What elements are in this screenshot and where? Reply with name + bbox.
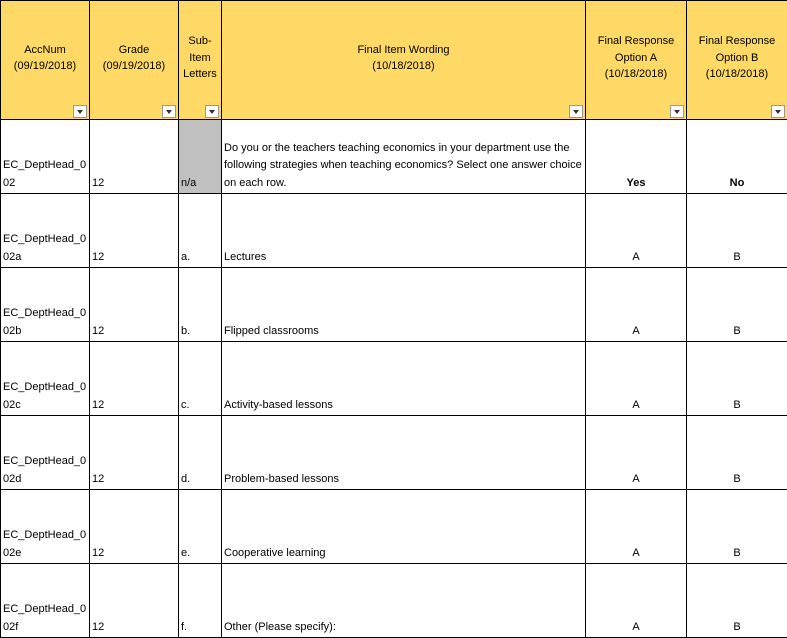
cell-accnum[interactable]: EC_DeptHead_002c (1, 342, 90, 416)
cell-option-a[interactable]: A (586, 268, 687, 342)
cell-sub-item[interactable]: d. (179, 416, 222, 490)
filter-dropdown-icon[interactable] (771, 105, 785, 118)
filter-dropdown-icon[interactable] (205, 105, 219, 118)
cell-sub-item[interactable]: a. (179, 194, 222, 268)
cell-sub-item[interactable]: f. (179, 564, 222, 638)
header-label: Grade (119, 44, 150, 56)
filter-dropdown-icon[interactable] (670, 105, 684, 118)
header-label: Final Item Wording (357, 44, 449, 56)
table-row (1, 564, 787, 638)
cell-option-a[interactable]: A (586, 342, 687, 416)
cell-option-a[interactable]: A (586, 564, 687, 638)
cell-option-a[interactable]: A (586, 490, 687, 564)
header-date: (10/18/2018) (706, 68, 768, 80)
cell-sub-item[interactable]: e. (179, 490, 222, 564)
header-label: Final Response Option B (699, 35, 775, 64)
header-date: (10/18/2018) (605, 68, 667, 80)
cell-option-a[interactable]: A (586, 194, 687, 268)
cell-grade[interactable]: 12 (90, 564, 179, 638)
header-date: (09/19/2018) (103, 60, 165, 72)
cell-item-wording[interactable]: Other (Please specify): (222, 564, 586, 638)
cell-grade[interactable]: 12 (90, 268, 179, 342)
cell-accnum[interactable]: EC_DeptHead_002a (1, 194, 90, 268)
table-row (1, 120, 787, 194)
table-row (1, 416, 787, 490)
header-grade[interactable] (90, 1, 179, 120)
cell-item-wording[interactable]: Problem-based lessons (222, 416, 586, 490)
cell-accnum[interactable]: EC_DeptHead_002f (1, 564, 90, 638)
header-label: Final Response Option A (598, 35, 674, 64)
header-final-item-wording[interactable] (222, 1, 586, 120)
table-row (1, 268, 787, 342)
cell-grade[interactable]: 12 (90, 120, 179, 194)
header-date: (09/19/2018) (14, 60, 76, 72)
header-sub-item-letters[interactable] (179, 1, 222, 120)
cell-grade[interactable]: 12 (90, 342, 179, 416)
cell-accnum[interactable]: EC_DeptHead_002 (1, 120, 90, 194)
table-row (1, 342, 787, 416)
cell-sub-item[interactable]: c. (179, 342, 222, 416)
cell-option-b[interactable]: B (687, 268, 787, 342)
header-row (1, 1, 787, 120)
filter-dropdown-icon[interactable] (73, 105, 87, 118)
cell-item-wording[interactable]: Flipped classrooms (222, 268, 586, 342)
cell-option-b[interactable]: B (687, 416, 787, 490)
header-label: AccNum (24, 44, 66, 56)
cell-grade[interactable]: 12 (90, 194, 179, 268)
cell-option-a[interactable]: A (586, 416, 687, 490)
cell-grade[interactable]: 12 (90, 490, 179, 564)
cell-option-b[interactable]: No (687, 120, 787, 194)
cell-item-wording[interactable]: Do you or the teachers teaching economics in your department use the following strategies when teaching economics? Select one answer choice on each row. (222, 120, 586, 194)
cell-sub-item[interactable]: b. (179, 268, 222, 342)
cell-item-wording[interactable]: Lectures (222, 194, 586, 268)
cell-option-b[interactable]: B (687, 194, 787, 268)
header-label: Sub-Item Letters (181, 33, 219, 87)
cell-sub-item[interactable]: n/a (179, 120, 222, 194)
cell-accnum[interactable]: EC_DeptHead_002b (1, 268, 90, 342)
header-response-option-a[interactable] (586, 1, 687, 120)
header-response-option-b[interactable] (687, 1, 787, 120)
cell-accnum[interactable]: EC_DeptHead_002e (1, 490, 90, 564)
cell-item-wording[interactable]: Activity-based lessons (222, 342, 586, 416)
table-row (1, 490, 787, 564)
cell-grade[interactable]: 12 (90, 416, 179, 490)
cell-option-b[interactable]: B (687, 564, 787, 638)
cell-option-b[interactable]: B (687, 342, 787, 416)
cell-option-a[interactable]: Yes (586, 120, 687, 194)
cell-item-wording[interactable]: Cooperative learning (222, 490, 586, 564)
header-accnum[interactable] (1, 1, 90, 120)
header-date: (10/18/2018) (372, 60, 434, 72)
filter-dropdown-icon[interactable] (569, 105, 583, 118)
cell-accnum[interactable]: EC_DeptHead_002d (1, 416, 90, 490)
cell-option-b[interactable]: B (687, 490, 787, 564)
table-row (1, 194, 787, 268)
filter-dropdown-icon[interactable] (162, 105, 176, 118)
